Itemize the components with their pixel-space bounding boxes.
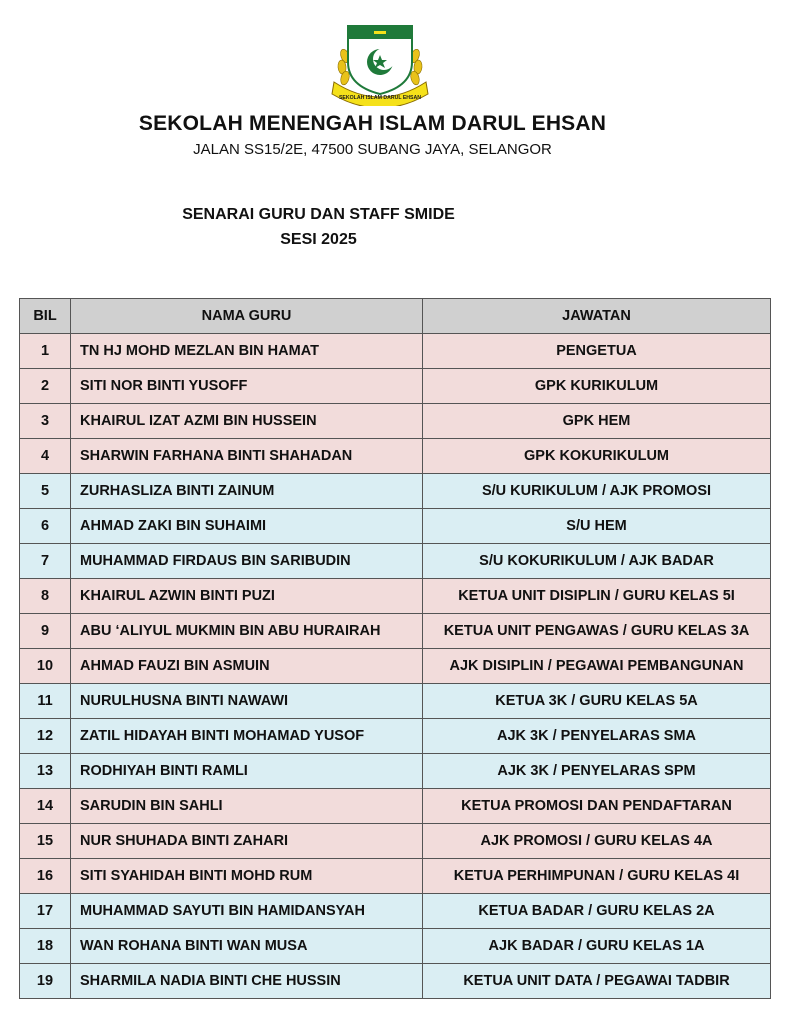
cell-position: KETUA UNIT DISIPLIN / GURU KELAS 5I [423,579,771,614]
table-row [20,789,771,824]
cell-position: KETUA PROMOSI DAN PENDAFTARAN [423,789,771,824]
table-row [20,964,771,999]
cell-bil: 16 [20,859,71,894]
table-row [20,544,771,579]
table-row [20,579,771,614]
table-row [20,509,771,544]
cell-name: WAN ROHANA BINTI WAN MUSA [71,929,423,964]
cell-name: SARUDIN BIN SAHLI [71,789,423,824]
cell-bil: 6 [20,509,71,544]
cell-bil: 13 [20,754,71,789]
table-row [20,334,771,369]
cell-bil: 14 [20,789,71,824]
school-address: JALAN SS15/2E, 47500 SUBANG JAYA, SELANGOR [193,141,552,158]
cell-name: ABU ‘ALIYUL MUKMIN BIN ABU HURAIRAH [71,614,423,649]
cell-position: S/U KOKURIKULUM / AJK BADAR [423,544,771,579]
cell-name: SHARMILA NADIA BINTI CHE HUSSIN [71,964,423,999]
cell-bil: 9 [20,614,71,649]
cell-position: S/U HEM [423,509,771,544]
table-row [20,719,771,754]
cell-bil: 15 [20,824,71,859]
cell-position: AJK PROMOSI / GURU KELAS 4A [423,824,771,859]
cell-position: KETUA PERHIMPUNAN / GURU KELAS 4I [423,859,771,894]
document-session: SESI 2025 [280,231,357,248]
staff-table-body [20,334,771,999]
cell-bil: 8 [20,579,71,614]
cell-bil: 1 [20,334,71,369]
table-row [20,929,771,964]
cell-position: KETUA 3K / GURU KELAS 5A [423,684,771,719]
cell-name: SITI SYAHIDAH BINTI MOHD RUM [71,859,423,894]
cell-name: SITI NOR BINTI YUSOFF [71,369,423,404]
cell-name: ZURHASLIZA BINTI ZAINUM [71,474,423,509]
staff-table [19,298,771,999]
cell-name: KHAIRUL IZAT AZMI BIN HUSSEIN [71,404,423,439]
cell-bil: 2 [20,369,71,404]
cell-name: MUHAMMAD SAYUTI BIN HAMIDANSYAH [71,894,423,929]
cell-bil: 18 [20,929,71,964]
header-position: JAWATAN [423,299,771,334]
cell-name: RODHIYAH BINTI RAMLI [71,754,423,789]
cell-position: GPK KURIKULUM [423,369,771,404]
cell-position: KETUA BADAR / GURU KELAS 2A [423,894,771,929]
cell-position: AJK 3K / PENYELARAS SPM [423,754,771,789]
cell-name: NURULHUSNA BINTI NAWAWI [71,684,423,719]
table-row [20,614,771,649]
cell-name: AHMAD FAUZI BIN ASMUIN [71,649,423,684]
cell-position: PENGETUA [423,334,771,369]
cell-name: SHARWIN FARHANA BINTI SHAHADAN [71,439,423,474]
cell-name: AHMAD ZAKI BIN SUHAIMI [71,509,423,544]
table-row [20,369,771,404]
cell-position: AJK DISIPLIN / PEGAWAI PEMBANGUNAN [423,649,771,684]
table-row [20,474,771,509]
table-row [20,859,771,894]
cell-name: ZATIL HIDAYAH BINTI MOHAMAD YUSOF [71,719,423,754]
cell-bil: 4 [20,439,71,474]
table-row [20,824,771,859]
cell-name: TN HJ MOHD MEZLAN BIN HAMAT [71,334,423,369]
cell-position: AJK 3K / PENYELARAS SMA [423,719,771,754]
cell-position: AJK BADAR / GURU KELAS 1A [423,929,771,964]
school-crest-logo [328,22,432,106]
table-header-row [20,299,771,334]
logo-ribbon-text: SEKOLAH ISLAM DARUL EHSAN [338,95,422,101]
header-name: NAMA GURU [71,299,423,334]
cell-name: NUR SHUHADA BINTI ZAHARI [71,824,423,859]
table-row [20,404,771,439]
table-row [20,439,771,474]
cell-bil: 5 [20,474,71,509]
table-row [20,754,771,789]
cell-name: KHAIRUL AZWIN BINTI PUZI [71,579,423,614]
header-bil: BIL [20,299,71,334]
school-name: SEKOLAH MENENGAH ISLAM DARUL EHSAN [138,112,607,135]
cell-name: MUHAMMAD FIRDAUS BIN SARIBUDIN [71,544,423,579]
cell-bil: 12 [20,719,71,754]
table-row [20,684,771,719]
cell-position: GPK HEM [423,404,771,439]
document-title: SENARAI GURU DAN STAFF SMIDE [182,206,455,223]
table-row [20,649,771,684]
cell-bil: 10 [20,649,71,684]
cell-bil: 11 [20,684,71,719]
cell-position: S/U KURIKULUM / AJK PROMOSI [423,474,771,509]
table-row [20,894,771,929]
cell-position: KETUA UNIT PENGAWAS / GURU KELAS 3A [423,614,771,649]
cell-position: KETUA UNIT DATA / PEGAWAI TADBIR [423,964,771,999]
cell-bil: 19 [20,964,71,999]
cell-position: GPK KOKURIKULUM [423,439,771,474]
cell-bil: 3 [20,404,71,439]
cell-bil: 17 [20,894,71,929]
cell-bil: 7 [20,544,71,579]
